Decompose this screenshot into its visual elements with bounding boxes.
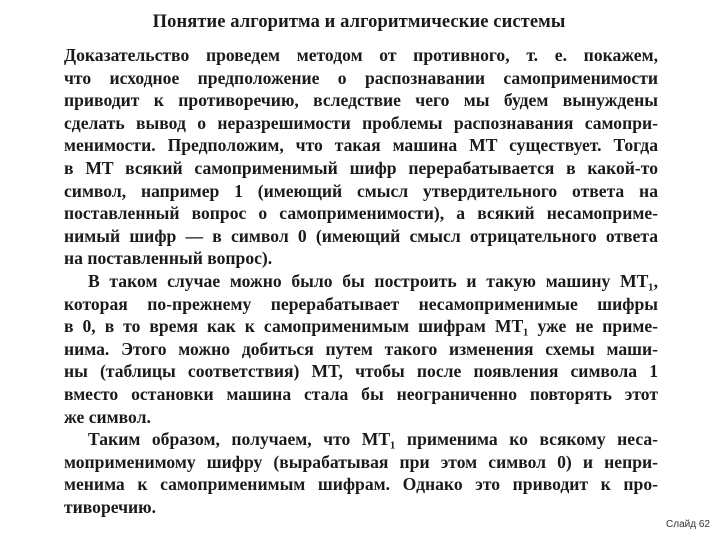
paragraph-2	[64, 270, 658, 428]
page-header: Понятие алгоритма и алгоритмические системы	[152, 12, 566, 32]
text-line: нимый шифр — в символ 0 (имеющий смысл отрицательного ответа	[64, 225, 658, 246]
text-line: тиворечию.	[64, 496, 157, 517]
scanned-text-page	[48, 6, 670, 518]
text-line: которая по-прежнему перерабатывает несамоприменимые шифры	[64, 293, 658, 314]
text-line: Доказательство проведем методом от противного, т. е. покажем,	[64, 45, 658, 65]
text-line: что исходное предположение о распознавании самоприменимости	[64, 67, 658, 88]
text-line: приводит к противоречию, вследствие чего мы будем вынуждены	[64, 90, 658, 111]
text-line: поставленный вопрос о самоприменимости), а всякий несамоприме-	[64, 203, 658, 224]
slide-number: Слайд 62	[666, 519, 710, 530]
text-line: менима к самоприменимым шифрам. Однако это приводит к про-	[64, 474, 658, 495]
text-line: ны (таблицы соответствия) MT, чтобы после появления символа 1	[64, 361, 658, 382]
text-line: в 0, в то время как к самоприменимым шифрам MT₁ уже не приме-	[64, 316, 658, 337]
text-line: В таком случае можно было бы построить и такую машину MT₁,	[88, 270, 658, 291]
text-line: на поставленный вопрос).	[64, 248, 273, 269]
text-line: сделать вывод о неразрешимости проблемы распознавания самопри-	[64, 112, 658, 133]
text-line: менимости. Предположим, что такая машина MT существует. Тогда	[64, 135, 658, 156]
text-line: вместо остановки машина стала бы неограниченно повторять этот	[64, 383, 658, 404]
text-line: нима. Этого можно добиться путем такого изменения схемы маши-	[64, 338, 658, 359]
text-line: моприменимому шифру (вырабатывая при этом символ 0) и непри-	[64, 451, 658, 472]
text-line: же символ.	[64, 406, 151, 427]
text-line: символ, например 1 (имеющий смысл утвердительного ответа на	[64, 180, 658, 201]
text-line: в MT всякий самоприменимый шифр перерабатывается в какой-то	[64, 157, 658, 178]
paragraph-1	[64, 44, 658, 270]
text-line: Таким образом, получаем, что MT₁ применима ко всякому неса-	[88, 429, 658, 450]
paragraph-3	[64, 428, 658, 518]
